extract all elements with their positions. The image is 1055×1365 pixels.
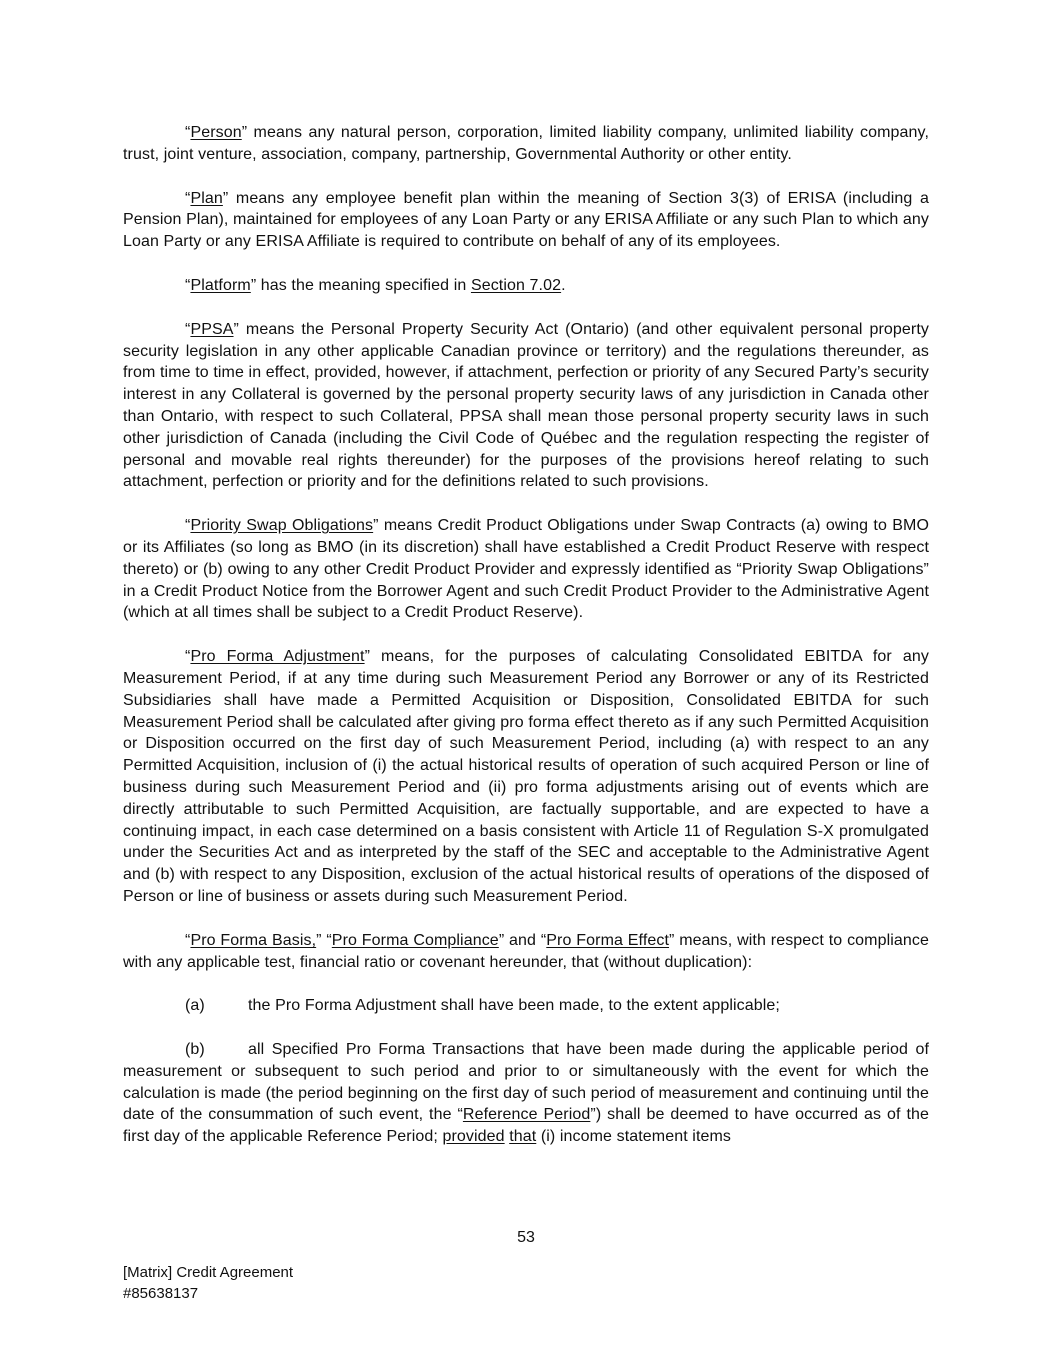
defined-term: Person xyxy=(190,124,242,141)
text-run: . xyxy=(561,276,566,294)
footer-doc-number: #85638137 xyxy=(123,1285,199,1302)
text-run: all Specified Pro Forma Transactions that have been made during the applicable period of measurement or subsequent to such period and prior to or simultaneously with the event for which the calculation is made (the period beginning on the first day of such period of measurement and continuing until the date of the consummation of such event, the “ xyxy=(123,1041,929,1124)
text-run: ”) shall be deemed to have occurred as of the first day of the applicable Reference Period; xyxy=(123,1106,929,1146)
text-run: ” means Credit Product Obligations under Swap Contracts (a) owing to BMO or its Affiliates (so long as BMO (in its discretion) shall have established a Credit Product Reserve with respect thereto) or (b) owing to any other Credit Product Provider and expressly identified as “Priority Swap Obligations” in a Credit Product Notice from the Borrower Agent and such Credit Product Provider to the Administrative Agent (which at all times shall be subject to a Credit Product Reserve). xyxy=(123,517,929,622)
paragraph-pro-forma-basis xyxy=(123,930,929,974)
text-run: the Pro Forma Adjustment shall have been made, to the extent applicable; xyxy=(248,997,780,1015)
list-label: (a) xyxy=(185,997,205,1015)
defined-term: Priority Swap Obligations xyxy=(190,517,374,535)
paragraph-priority-swap-obligations xyxy=(123,515,929,624)
text-run: ” means, for the purposes of calculating Consolidated EBITDA for any Measurement Period, if at any time during such Measurement Period any Borrower or any of its Restricted Subsidiaries shall have made a Permitted Acquisition or Disposition, Consolidated EBITDA for such Measurement Period shall be calculated after giving pro forma effect thereto as if any such Permitted Acquisition or Disposition occurred on the first day of such Measurement Period, including (a) with respect to an any Permitted Acquisition, inclusion of (i) the actual historical results of operation of such acquired Person or line of business during such Measurement Period and (ii) pro forma adjustments arising out of events which are directly attributable to such Permitted Acquisition, are factually supportable, and are expected to have a continuing impact, in each case determined on a basis consistent with Article 11 of Regulation S-X promulgated under the Securities Act and as interpreted by the staff of the SEC and acceptable to the Administrative Agent and (b) with respect to any Disposition, exclusion of the actual historical results of operations of the disposed of Person or line of business or assets during such Measurement Period. xyxy=(123,648,929,905)
text-run: (i) income statement items xyxy=(536,1128,732,1146)
paragraph-ppsa xyxy=(123,319,929,493)
text-run: “ xyxy=(185,931,191,949)
text-run: ” means the Personal Property Security Act (Ontario) (and other equivalent personal property security legislation in any other applicable Canadian province or territory) and the regulations thereunder, as from time to time in effect, provided, however, if attachment, perfection or priority of any Secured Party’s security interest in any Collateral is governed by the personal property security laws of any jurisdiction in Canada other than Ontario, with respect to such Collateral, PPSA shall mean those personal property security laws in such other jurisdiction of Canada (including the Civil Code of Québec and the regulation respecting the register of personal and movable real rights thereunder) for the purposes of the provisions hereof relating to such attachment, perfection or priority and for the definitions related to such provisions. xyxy=(123,320,929,491)
defined-term: Reference Period xyxy=(462,1106,591,1124)
document-body xyxy=(123,122,929,1170)
document-footer xyxy=(123,1262,293,1304)
defined-term: Pro Forma Effect xyxy=(546,931,670,949)
defined-term: Pro Forma Basis, xyxy=(190,931,317,949)
text-run: “ xyxy=(185,320,191,338)
text-run: ” means any employee benefit plan within the meaning of Section 3(3) of ERISA (including a Pension Plan), maintained for employees of any Loan Party or any ERISA Affiliate or any such Plan to which any Loan Party or any ERISA Affiliate is required to contribute on behalf of any of its employees. xyxy=(123,189,929,251)
defined-term: Section 7.02 xyxy=(470,276,562,294)
defined-term: Pro Forma Compliance xyxy=(331,931,499,949)
text-run: ” has the meaning specified in xyxy=(250,276,471,294)
defined-term: Plan xyxy=(190,189,223,207)
paragraph-pro-forma-adjustment xyxy=(123,646,929,908)
paragraph-plan xyxy=(123,188,929,253)
footer-doc-label: [Matrix] Credit Agreement xyxy=(123,1264,294,1281)
defined-term: that xyxy=(509,1128,537,1146)
text-run: ” and “ xyxy=(498,931,547,949)
text-run: “ xyxy=(185,648,191,666)
text-run: “ xyxy=(185,124,191,141)
paragraph-platform xyxy=(123,275,929,297)
text-run: ” “ xyxy=(316,931,332,949)
text-run: “ xyxy=(185,517,191,535)
defined-term: Platform xyxy=(190,276,251,294)
list-item-a xyxy=(123,995,929,1017)
text-run: ” means any natural person, corporation, limited liability company, unlimited liability company, trust, joint venture, association, company, partnership, Governmental Authority or other entity. xyxy=(123,124,929,163)
text-run: “ xyxy=(185,276,191,294)
defined-term: provided xyxy=(442,1128,505,1146)
paragraph-person xyxy=(123,122,929,166)
page-number: 53 xyxy=(517,1229,535,1246)
text-run: “ xyxy=(185,189,191,207)
defined-term: Pro Forma Adjustment xyxy=(190,648,365,666)
text-run: ” means, with respect to compliance with any applicable test, financial ratio or covenant hereunder, that (without duplication): xyxy=(123,931,930,971)
defined-term: PPSA xyxy=(190,320,234,338)
list-label: (b) xyxy=(185,1041,205,1059)
list-item-b xyxy=(123,1039,929,1148)
